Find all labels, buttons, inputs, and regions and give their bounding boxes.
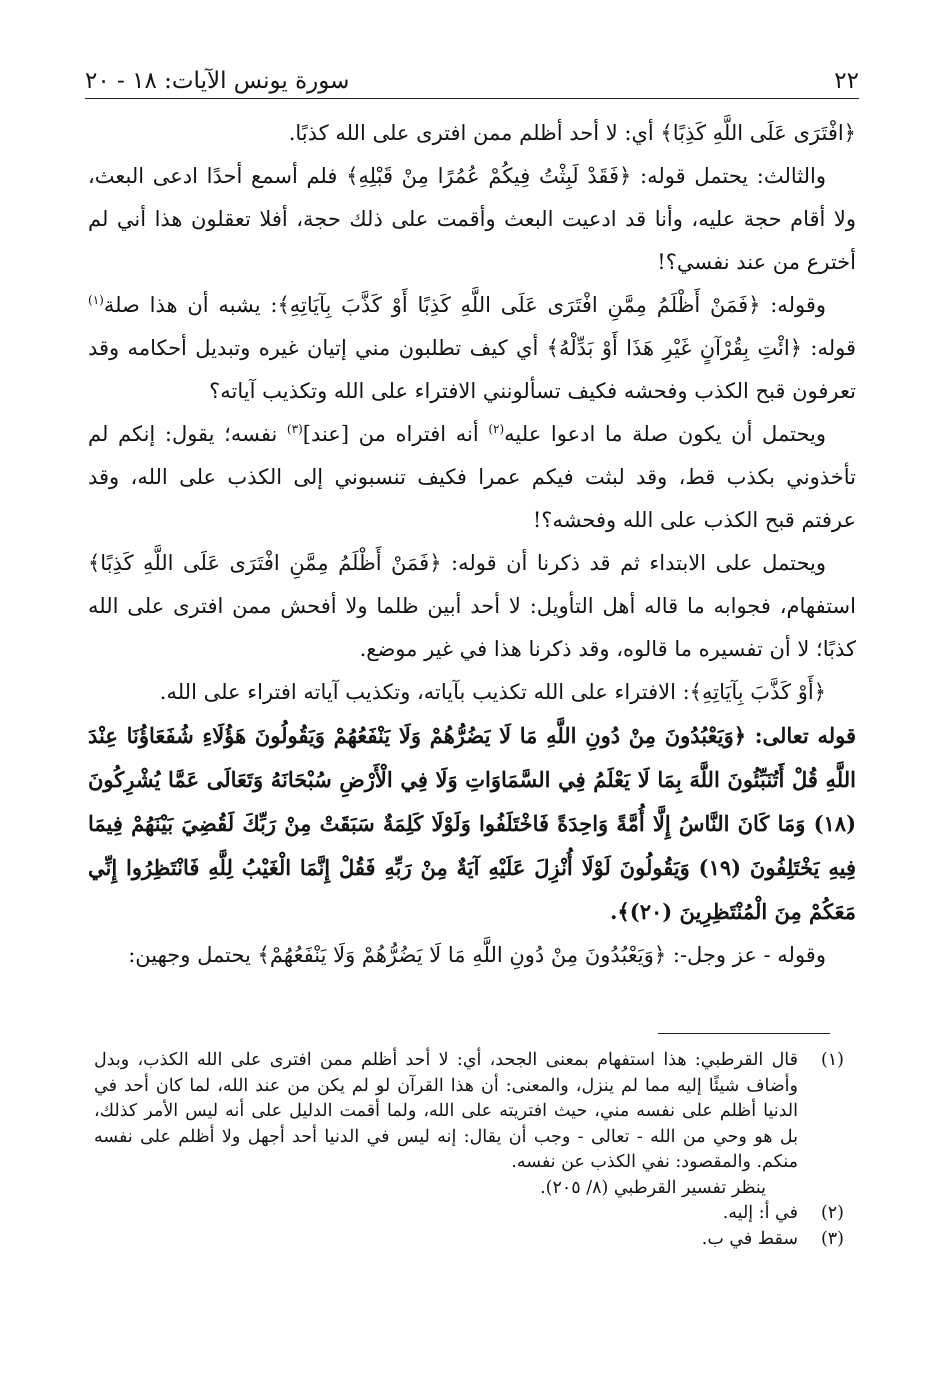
footnote-ref-2: (٢) bbox=[488, 422, 505, 436]
page-number: ٢٢ bbox=[834, 68, 859, 94]
quran-verses: ﴿وَيَعْبُدُونَ مِنْ دُونِ اللَّهِ مَا لَا يَضُرُّهُمْ وَلَا يَنْفَعُهُمْ وَيَقُولُونَ هَؤُلَاءِ شُفَعَاؤُنَا عِنْدَ اللَّهِ قُلْ أَتُنَبِّئُونَ اللَّهَ بِمَا لَا يَعْلَمُ فِي السَّمَاوَاتِ وَلَا فِي الْأَرْضِ سُبْحَانَهُ وَتَعَالَى عَمَّا يُشْرِكُونَ (١٨) وَمَا كَانَ النَّاسُ إِلَّا أُمَّةً وَاحِدَةً فَاخْتَلَفُوا وَلَوْلَا كَلِمَةٌ سَبَقَتْ مِنْ رَبِّكَ لَقُضِيَ بَيْنَهُمْ فِيمَا فِيهِ يَخْتَلِفُونَ (١٩) وَيَقُولُونَ لَوْلَا أُنْزِلَ عَلَيْهِ آيَةٌ مِنْ رَبِّهِ فَقُلْ إِنَّمَا الْغَيْبُ لِلَّهِ فَانْتَظِرُوا إِنِّي مَعَكُمْ مِنَ الْمُنْتَظِرِينَ (٢٠)﴾. bbox=[88, 723, 856, 924]
footnote-text: سقط في ب. bbox=[701, 1228, 798, 1249]
paragraph-5: ويحتمل على الابتداء ثم قد ذكرنا أن قوله: ﴿فَمَنْ أَظْلَمُ مِمَّنِ افْتَرَى عَلَى اللَّهِ كَذِبًا﴾ استفهام، فجوابه ما قاله أهل التأويل: لا أحد أبين ظلما ولا أفحش ممن افترى على الله كذبًا؛ لا أن تفسيره ما قالوه، وقد ذكرنا هذا في غير موضع. bbox=[88, 551, 856, 661]
verse-block bbox=[88, 714, 856, 934]
footnote-2 bbox=[94, 1201, 844, 1227]
footnote-3 bbox=[94, 1227, 844, 1253]
paragraph-1: ﴿افْتَرَى عَلَى اللَّهِ كَذِبًا﴾ أي: لا أحد أظلم ممن افترى على الله كذبًا. bbox=[288, 121, 856, 145]
footnotes bbox=[94, 1048, 844, 1252]
main-text bbox=[88, 112, 856, 977]
paragraph-2: والثالث: يحتمل قوله: ﴿فَقَدْ لَبِثْتُ فِيكُمْ عُمُرًا مِنْ قَبْلِهِ﴾ فلم أسمع أحدًا ادعى البعث، ولا أقام حجة عليه، وأنا قد ادعيت البعث وأقمت على ذلك حجة، أفلا تعقلون هذا أني لم أخترع من عند نفسي؟! bbox=[88, 164, 856, 274]
section-title: سورة يونس الآيات: ١٨ - ٢٠ bbox=[85, 68, 350, 94]
paragraph-4-text-b: أنه افتراه من [عند] bbox=[302, 422, 489, 446]
paragraph-4-text-c: نفسه؛ يقول: إنكم لم تأخذوني بكذب قط، وقد لبثت فيكم عمرا فكيف تنسبوني إلى الكذب على الله، وقد عرفتم قبح الكذب على الله وفحشه؟! bbox=[88, 422, 856, 532]
footnote-number: (٢) bbox=[820, 1203, 844, 1223]
verse-lead: قوله تعالى: bbox=[754, 723, 856, 748]
footnote-text: قال القرطبي: هذا استفهام بمعنى الجحد، أي: لا أحد أظلم ممن افترى على الله الكذب، وبدل وأضاف شيئًا إليه مما لم ينزل، والمعنى: أن هذا القرآن لو لم يكن من عند الله، لما كان أحد في الدنيا أظلم على نفسه مني، حيث افتريته على الله، ولما أقمت الدليل على أنه ليس الأمر كذلك، بل هو وحي من الله - تعالى - وجب أن يقال: إنه ليس في الدنيا أحد أجهل ولا أظلم على نفسه منكم. والمقصود: نفي الكذب عن نفسه. bbox=[94, 1050, 798, 1172]
paragraph-3-text-b: قوله: ﴿ائْتِ بِقُرْآنٍ غَيْرِ هَذَا أَوْ بَدِّلْهُ﴾ أي كيف تطلبون مني إتيان غيره وتبديل أحكامه وقد تعرفون قبح الكذب وفحشه فكيف تسألونني الافتراء على الله وتكذيب آياته؟ bbox=[88, 336, 856, 403]
paragraph-7: وقوله - عز وجل-: ﴿وَيَعْبُدُونَ مِنْ دُونِ اللَّهِ مَا لَا يَضُرُّهُمْ وَلَا يَنْفَعُهُمْ﴾ يحتمل وجهين: bbox=[128, 943, 826, 967]
footnote-ref-1: (١) bbox=[88, 293, 104, 307]
paragraph-4-text-a: ويحتمل أن يكون صلة ما ادعوا عليه bbox=[504, 422, 826, 446]
paragraph-3 bbox=[88, 284, 856, 413]
paragraph-6: ﴿أَوْ كَذَّبَ بِآيَاتِهِ﴾: الافتراء على الله تكذيب بآياته، وتكذيب آياته افتراء على الله. bbox=[159, 680, 826, 704]
footnote-number: (١) bbox=[820, 1050, 844, 1070]
footnote-ref-3: (٣) bbox=[286, 422, 303, 436]
footnote-1 bbox=[94, 1048, 844, 1201]
paragraph-3-text-a: وقوله: ﴿فَمَنْ أَظْلَمُ مِمَّنِ افْتَرَى عَلَى اللَّهِ كَذِبًا أَوْ كَذَّبَ بِآيَاتِهِ﴾: يشبه أن هذا صلة bbox=[103, 293, 826, 317]
footnote-reference: ينظر تفسير القرطبي (٨/ ٢٠٥). bbox=[540, 1177, 766, 1198]
footnote-divider bbox=[658, 1033, 830, 1034]
footnote-text: في أ: إليه. bbox=[722, 1203, 798, 1223]
running-header bbox=[85, 58, 859, 99]
footnote-number: (٣) bbox=[820, 1228, 844, 1249]
paragraph-4 bbox=[88, 413, 856, 542]
